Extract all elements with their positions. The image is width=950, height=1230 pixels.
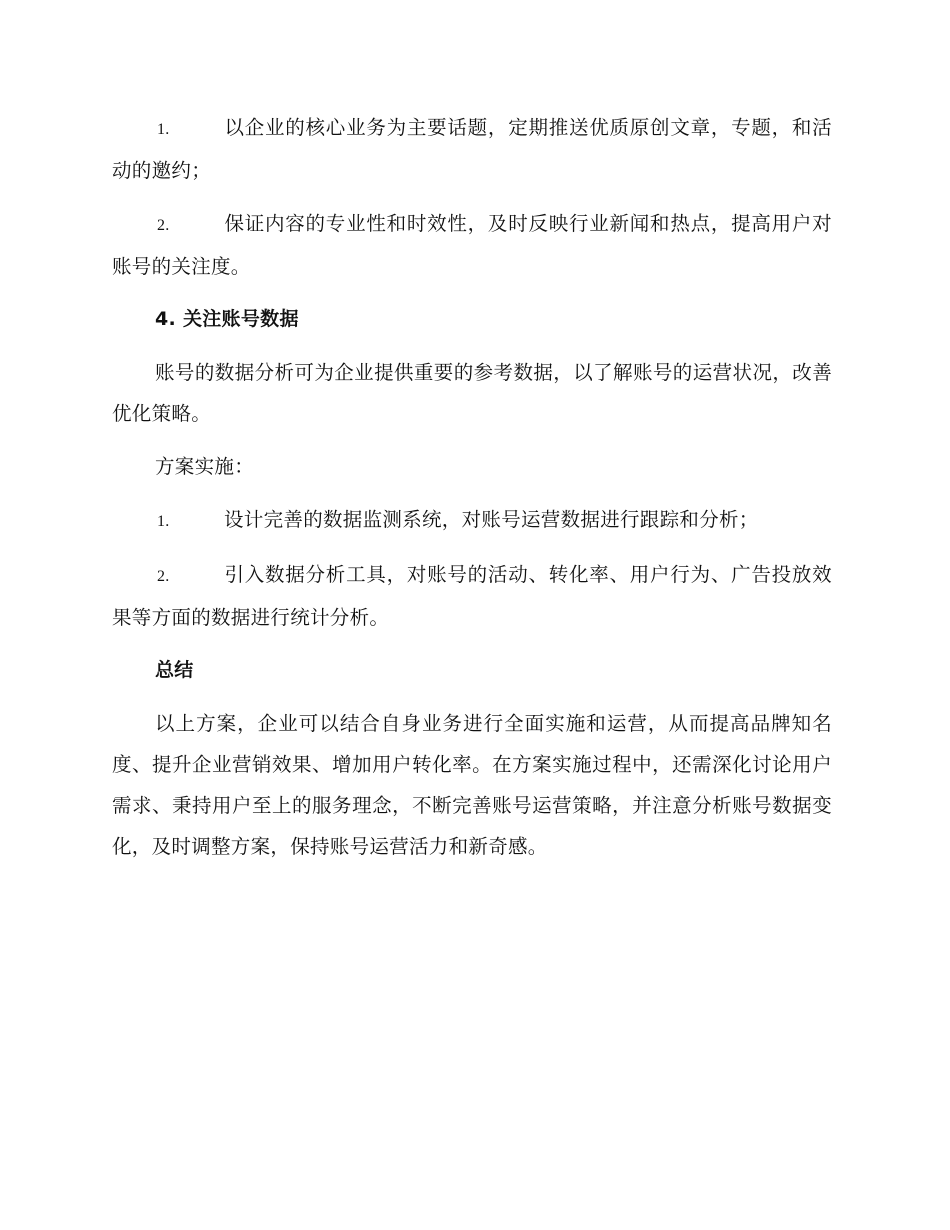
document-body (112, 107, 832, 879)
list-item (112, 554, 832, 638)
list-number: 1. (157, 121, 170, 138)
list-item (112, 107, 832, 191)
list-item-text: 以企业的核心业务为主要话题，定期推送优质原创文章，专题，和活动的邀约； (112, 116, 832, 182)
implementation-label: 方案实施： (155, 455, 255, 478)
summary-paragraph: 以上方案，企业可以结合自身业务进行全面实施和运营，从而提高品牌知名度、提升企业营销效果、增加用户转化率。在方案实施过程中，还需深化讨论用户需求、秉持用户至上的服务理念，不断完善账号运营策略，并注意分析账号数据变化，及时调整方案，保持账号运营活力和新奇感。 (112, 712, 832, 858)
list-item-text: 设计完善的数据监测系统，对账号运营数据进行跟踪和分析； (224, 508, 759, 531)
list-item-text: 引入数据分析工具，对账号的活动、转化率、用户行为、广告投放效果等方面的数据进行统计分析。 (112, 563, 832, 629)
list-item (112, 499, 832, 542)
list-item-text: 保证内容的专业性和时效性，及时反映行业新闻和热点，提高用户对账号的关注度。 (112, 212, 832, 278)
list-number: 2. (157, 217, 170, 234)
section-heading: 4. 关注账号数据 (155, 308, 299, 330)
paragraph: 账号的数据分析可为企业提供重要的参考数据，以了解账号的运营状况，改善优化策略。 (112, 361, 832, 425)
list-item (112, 203, 832, 287)
list-number: 2. (157, 568, 170, 585)
list-number: 1. (157, 513, 170, 530)
summary-heading: 总结 (155, 659, 194, 681)
